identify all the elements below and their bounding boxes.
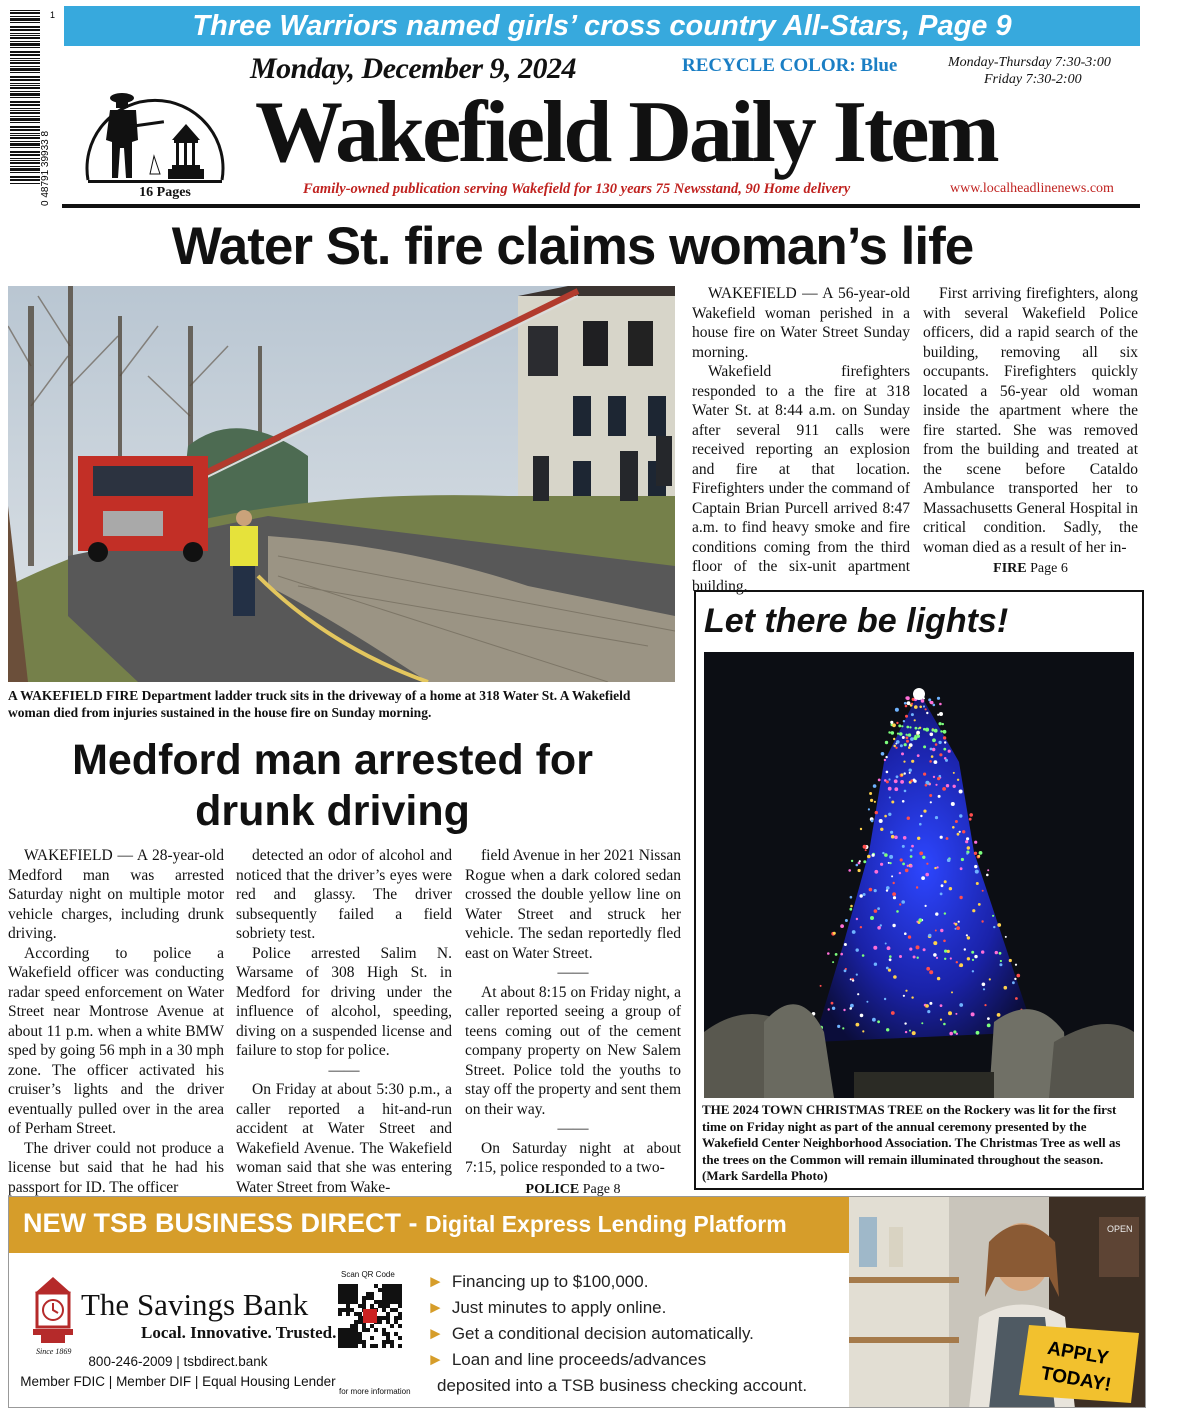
issue-date: Monday, December 9, 2024	[250, 52, 576, 85]
bullet-item: ► Get a conditional decision automatically.	[427, 1324, 754, 1343]
lead-column-2	[923, 284, 1138, 579]
jump-page: Page 8	[579, 1181, 621, 1197]
masthead-rule	[62, 204, 1140, 208]
website-link[interactable]: www.localheadlinenews.com	[950, 181, 1114, 196]
barcode	[8, 6, 58, 211]
paragraph: detected an odor of alcohol and noticed that the driver’s eyes were red and glassy. The driver subsequently failed a field sobriety test.	[236, 847, 452, 942]
paragraph: According to police a Wakefield officer was conducting radar speed enforcement on Water Street near Montrose Avenue at about 11 p.m. when a white BMW sped by going 56 mph in a 30 mph zone. The officer activated his cruiser’s lights and the driver eventually pulled over in the area of Perham Street.	[8, 944, 224, 1137]
apply-text: APPLY	[1045, 1337, 1111, 1370]
ad-bullets	[427, 1269, 807, 1399]
lead-headline[interactable]: Water St. fire claims woman’s life	[171, 217, 974, 276]
bullet-arrow-icon: ►	[427, 1298, 444, 1317]
ad-contact	[19, 1352, 337, 1392]
qr-footnote: for more information	[339, 1387, 411, 1396]
qr-code[interactable]	[337, 1283, 403, 1383]
bullet-arrow-icon: ►	[427, 1272, 444, 1291]
second-column-2	[236, 846, 452, 1197]
bank-since: Since 1869	[36, 1347, 72, 1356]
fire-photo-caption: A WAKEFIELD FIRE Department ladder truck sits in the driveway of a home at 318 Water St. A Wakefield woman died from injuries sustained in the house fire on Sunday morning.	[8, 688, 631, 720]
barcode-issue: 1	[50, 10, 56, 20]
fire-jump[interactable]	[923, 559, 1138, 579]
jump-word: FIRE	[993, 561, 1027, 576]
lead-column-1	[692, 284, 910, 596]
paragraph: field Avenue in her 2021 Nissan Rogue when a dark colored sedan crossed the double yellow line on Water Street and struck her vehicle. The sedan reportedly fled east on Water Street.	[465, 847, 681, 962]
paragraph: WAKEFIELD — A 28-year-old Medford man was arrested Saturday night on multiple motor vehicle charges, including drunk driving.	[8, 847, 224, 942]
separator: ——	[557, 964, 589, 981]
masthead-logo	[80, 70, 230, 195]
bullet-item: ► Just minutes to apply online.	[427, 1298, 667, 1317]
bullet-item: ► Loan and line proceeds/advances	[427, 1350, 707, 1369]
top-banner[interactable]: Three Warriors named girls’ cross country All-Stars, Page 9	[64, 6, 1140, 46]
second-column-3	[465, 846, 681, 1199]
paragraph: Police arrested Salim N. Warsame of 308 High St. in Medford for driving under the influence of alcohol, speeding, diving on a suspended license and failure to stop for police.	[236, 944, 452, 1059]
second-headline[interactable]: Medford man arrested for drunk driving	[72, 736, 593, 835]
bullet-item: ► Financing up to $100,000.	[427, 1272, 649, 1291]
bullet-arrow-icon: ►	[427, 1350, 444, 1369]
paragraph: On Saturday night at about 7:15, police responded to a two-	[465, 1139, 681, 1176]
paragraph: First arriving firefighters, along with several Wakefield Police officers, did a rapid search of the building, removing all six occupants. Firefighters quickly located a 56-year old woman inside the apartment where the fire started. She was removed from the building and treated at the scene before Cataldo Ambulance transported her to Massachusetts General Hospital in critical condition. Sadly, the woman died as a result of her in-	[923, 285, 1138, 556]
hours-weekday: Monday-Thursday 7:30-3:00	[948, 55, 1111, 70]
feature-title[interactable]: Let there be lights!	[704, 602, 1009, 640]
apply-today-badge[interactable]	[1019, 1325, 1139, 1405]
page-count: 16 Pages	[139, 185, 191, 200]
newspaper-title: Wakefield Daily Item	[255, 84, 997, 181]
tagline: Family-owned publication serving Wakefield for 130 years 75 Newsstand, 90 Home delivery	[303, 181, 851, 197]
ad-member: Member FDIC | Member DIF | Equal Housing Lender	[20, 1374, 336, 1389]
bullet-arrow-icon: ►	[427, 1324, 444, 1343]
paragraph: Wakefield firefighters responded to a the fire at 318 Water St. at 8:44 a.m. on Sunday after several 911 calls were received reporting an explosion and fire at that location. Firefighters under the command of Captain Brian Purcell arrived 8:47 a.m. to find heavy smoke and fire conditions coming from the third floor of the six-unit apartment building.	[692, 363, 910, 595]
bullet-continuation: deposited into a TSB business checking account.	[437, 1376, 808, 1395]
ad-headline-sub: Digital Express Lending Platform	[425, 1211, 787, 1237]
open-sign: OPEN	[1107, 1224, 1133, 1234]
tsb-advertisement[interactable]	[8, 1196, 1146, 1408]
fire-photo	[8, 286, 675, 682]
ad-phone[interactable]: 800-246-2009 | tsbdirect.bank	[88, 1354, 268, 1369]
feature-caption: THE 2024 TOWN CHRISTMAS TREE on the Rockery was lit for the first time on Friday night as part of the annual ceremony presented by the Wakefield Center Neighborhood Association. The Christmas Tree as well as the trees on the Common will remain illuminated throughout the season. (Mark Sardella Photo)	[702, 1102, 1121, 1183]
today-text: TODAY!	[1039, 1363, 1113, 1397]
jump-word: POLICE	[525, 1181, 580, 1197]
paragraph: At about 8:15 on Friday night, a caller reported seeing a group of teens coming out of the cement company property on New Salem Street. Police told the youths to stay off the property and sent them on their way.	[465, 983, 681, 1118]
separator: ——	[557, 1120, 589, 1137]
bank-name: The Savings Bank	[81, 1287, 309, 1322]
feature-box	[694, 590, 1144, 1190]
barcode-number: 0 48791 39933 8	[40, 130, 51, 206]
bank-slogan: Local. Innovative. Trusted.	[141, 1323, 337, 1342]
bank-clock-icon	[31, 1275, 75, 1347]
christmas-tree-photo	[704, 652, 1134, 1098]
paragraph: On Friday at about 5:30 p.m., a caller reported a hit-and-run accident at Water Street and Wakefield Avenue. The Wakefield woman said that she was entering Water Street from Wake-	[236, 1081, 452, 1196]
ad-headline-main: NEW TSB BUSINESS DIRECT -	[23, 1208, 426, 1238]
separator: ——	[328, 1061, 360, 1079]
paragraph: WAKEFIELD — A 56-year-old Wakefield woman perished in a house fire on Water Street Sunday morning.	[692, 285, 910, 361]
paragraph: The driver could not produce a license but said that he had his passport for ID. The officer	[8, 1139, 224, 1196]
recycle-color: RECYCLE COLOR: Blue	[682, 55, 898, 76]
jump-page: Page 6	[1026, 561, 1068, 576]
office-hours	[948, 54, 1111, 88]
second-column-1	[8, 846, 224, 1197]
hours-friday: Friday 7:30-2:00	[984, 72, 1082, 87]
ad-headline	[23, 1208, 787, 1239]
qr-label: Scan QR Code	[341, 1270, 395, 1279]
